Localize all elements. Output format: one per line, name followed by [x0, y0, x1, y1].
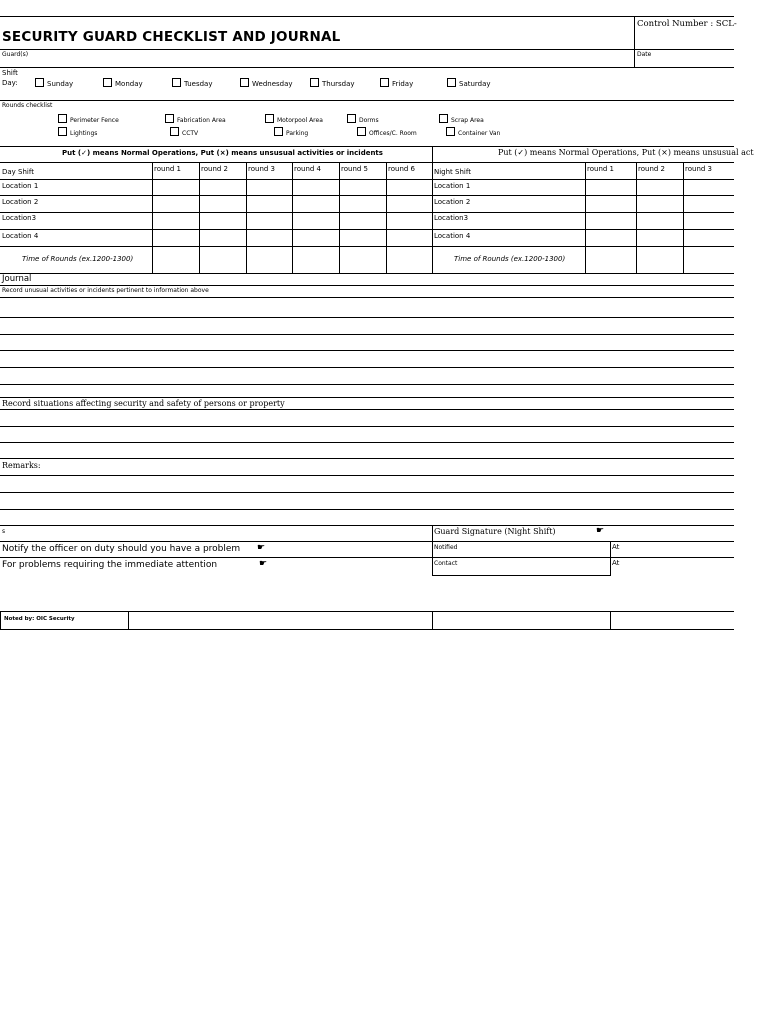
day-time-label: Time of Rounds (ex.1200-1300)	[22, 255, 134, 263]
journal-line	[0, 426, 734, 427]
table-header-line	[0, 162, 734, 163]
table-row-line	[0, 229, 734, 230]
checkbox[interactable]	[446, 127, 455, 136]
day-location: Location 1	[2, 182, 39, 190]
problems-text: For problems requiring the immediate attention	[2, 560, 218, 570]
checkbox[interactable]	[35, 78, 44, 87]
checkbox[interactable]	[240, 78, 249, 87]
table-col-line	[292, 162, 293, 273]
checkbox[interactable]	[58, 127, 67, 136]
notified-label: Notified	[434, 544, 458, 551]
area-parking[interactable]: Parking	[274, 127, 308, 137]
journal-line	[0, 334, 734, 335]
journal-line	[0, 397, 734, 398]
day-option-saturday[interactable]: Saturday	[447, 78, 491, 88]
table-col-line	[246, 162, 247, 273]
checkbox[interactable]	[274, 127, 283, 136]
checkbox[interactable]	[380, 78, 389, 87]
journal-label: Journal	[2, 274, 32, 284]
record-unusual-label: Record unusual activities or incidents pertinent to information above	[2, 287, 209, 294]
day-location: Location 2	[2, 198, 39, 206]
day-round-header: round 2	[201, 165, 229, 173]
night-instruction: Put (✓) means Normal Operations, Put (×) means unsusual act	[498, 148, 754, 157]
hand-pointer-icon: ☛	[257, 543, 266, 553]
guards-bottom-border	[0, 67, 734, 68]
checkbox[interactable]	[265, 114, 274, 123]
night-location: Location 1	[434, 182, 471, 190]
table-col-line	[339, 162, 340, 273]
table-row-line	[0, 212, 734, 213]
footer-divider	[610, 541, 611, 575]
remarks-line	[0, 509, 734, 510]
day-option-thursday[interactable]: Thursday	[310, 78, 355, 88]
checkbox[interactable]	[172, 78, 181, 87]
noted-by-label: Noted by: OIC Security	[4, 616, 75, 622]
day-option-tuesday[interactable]: Tuesday	[172, 78, 212, 88]
footer-line	[0, 557, 734, 558]
remarks-label: Remarks:	[2, 461, 41, 470]
area-dorms[interactable]: Dorms	[347, 114, 379, 124]
night-round-header: round 3	[685, 165, 713, 173]
checkbox[interactable]	[170, 127, 179, 136]
checkbox[interactable]	[447, 78, 456, 87]
at-label: At	[612, 543, 620, 551]
night-location: Location 2	[434, 198, 471, 206]
rounds-bottom-border	[0, 146, 734, 147]
day-round-header: round 1	[154, 165, 182, 173]
day-round-header: round 3	[248, 165, 276, 173]
area-cctv[interactable]: CCTV	[170, 127, 198, 137]
at-label: At	[612, 559, 620, 567]
table-row-line	[0, 246, 734, 247]
hand-pointer-icon: ☛	[259, 559, 268, 569]
table-col-line	[585, 162, 586, 273]
title-bottom-border	[0, 49, 734, 50]
table-col-line	[386, 162, 387, 273]
day-round-header: round 4	[294, 165, 322, 173]
checkbox[interactable]	[439, 114, 448, 123]
day-label: Day:	[2, 79, 18, 87]
journal-line	[0, 285, 734, 286]
hand-pointer-icon: ☛	[596, 526, 605, 536]
night-time-label: Time of Rounds (ex.1200-1300)	[454, 255, 566, 263]
table-col-line	[199, 162, 200, 273]
day-location: Location3	[2, 214, 37, 222]
day-option-friday[interactable]: Friday	[380, 78, 413, 88]
journal-line	[0, 367, 734, 368]
area-offices[interactable]: Offices/C. Room	[357, 127, 417, 137]
record-situations-label: Record situations affecting security and safety of persons or property	[2, 399, 285, 408]
noted-divider	[432, 611, 433, 629]
table-col-line	[636, 162, 637, 273]
checkbox[interactable]	[357, 127, 366, 136]
remarks-line	[0, 525, 734, 526]
day-shift-label: Day Shift	[2, 168, 34, 176]
night-location: Location3	[434, 214, 469, 222]
table-bottom-line	[0, 273, 734, 274]
table-col-line	[152, 162, 153, 273]
checkbox[interactable]	[347, 114, 356, 123]
contact-label: Contact	[434, 560, 458, 567]
area-motorpool[interactable]: Motorpool Area	[265, 114, 323, 124]
journal-line	[0, 458, 734, 459]
day-option-monday[interactable]: Monday	[103, 78, 143, 88]
night-shift-label: Night Shift	[434, 168, 471, 176]
noted-divider	[610, 611, 611, 629]
noted-top-line	[0, 611, 734, 612]
area-scrap[interactable]: Scrap Area	[439, 114, 484, 124]
journal-line	[0, 317, 734, 318]
remarks-line	[0, 492, 734, 493]
date-label: Date	[637, 51, 652, 58]
area-perimeter-fence[interactable]: Perimeter Fence	[58, 114, 119, 124]
area-fabrication[interactable]: Fabrication Area	[165, 114, 226, 124]
table-row-line	[0, 195, 734, 196]
night-round-header: round 2	[638, 165, 666, 173]
day-instruction: Put (✓) means Normal Operations, Put (×) means unsusual activities or incidents	[62, 149, 383, 157]
journal-line	[0, 297, 734, 298]
journal-line	[0, 442, 734, 443]
table-col-line	[683, 162, 684, 273]
shift-label: Shift	[2, 69, 18, 77]
page-title: SECURITY GUARD CHECKLIST AND JOURNAL	[2, 29, 341, 45]
area-container-van[interactable]: Container Van	[446, 127, 500, 137]
day-option-sunday[interactable]: Sunday	[35, 78, 73, 88]
checkbox[interactable]	[58, 114, 67, 123]
journal-line	[0, 384, 734, 385]
top-border	[0, 16, 734, 17]
table-divider	[432, 146, 433, 273]
day-round-header: round 5	[341, 165, 369, 173]
checkbox[interactable]	[310, 78, 319, 87]
night-signature-label: Guard Signature (Night Shift)	[434, 527, 556, 536]
footer-divider	[432, 525, 433, 575]
control-number-label: Control Number : SCL-	[637, 19, 737, 29]
night-location: Location 4	[434, 232, 471, 240]
noted-bottom-line	[0, 629, 734, 630]
guards-label: Guard(s)	[2, 51, 29, 58]
shift-bottom-border	[0, 100, 734, 101]
day-location: Location 4	[2, 232, 39, 240]
footer-line	[0, 541, 734, 542]
footer-line	[432, 575, 611, 576]
day-round-header: round 6	[388, 165, 416, 173]
journal-line	[0, 350, 734, 351]
area-lightings[interactable]: Lightings	[58, 127, 97, 137]
noted-divider	[128, 611, 129, 629]
notify-text: Notify the officer on duty should you have a problem	[2, 544, 241, 554]
journal-line	[0, 409, 734, 410]
checkbox[interactable]	[165, 114, 174, 123]
noted-divider	[0, 611, 1, 629]
table-row-line	[0, 179, 734, 180]
s-label: s	[2, 528, 6, 535]
night-round-header: round 1	[587, 165, 615, 173]
rounds-checklist-label: Rounds checklist	[2, 102, 53, 109]
remarks-line	[0, 475, 734, 476]
header-divider	[634, 16, 635, 67]
checkbox[interactable]	[103, 78, 112, 87]
day-option-wednesday[interactable]: Wednesday	[240, 78, 293, 88]
